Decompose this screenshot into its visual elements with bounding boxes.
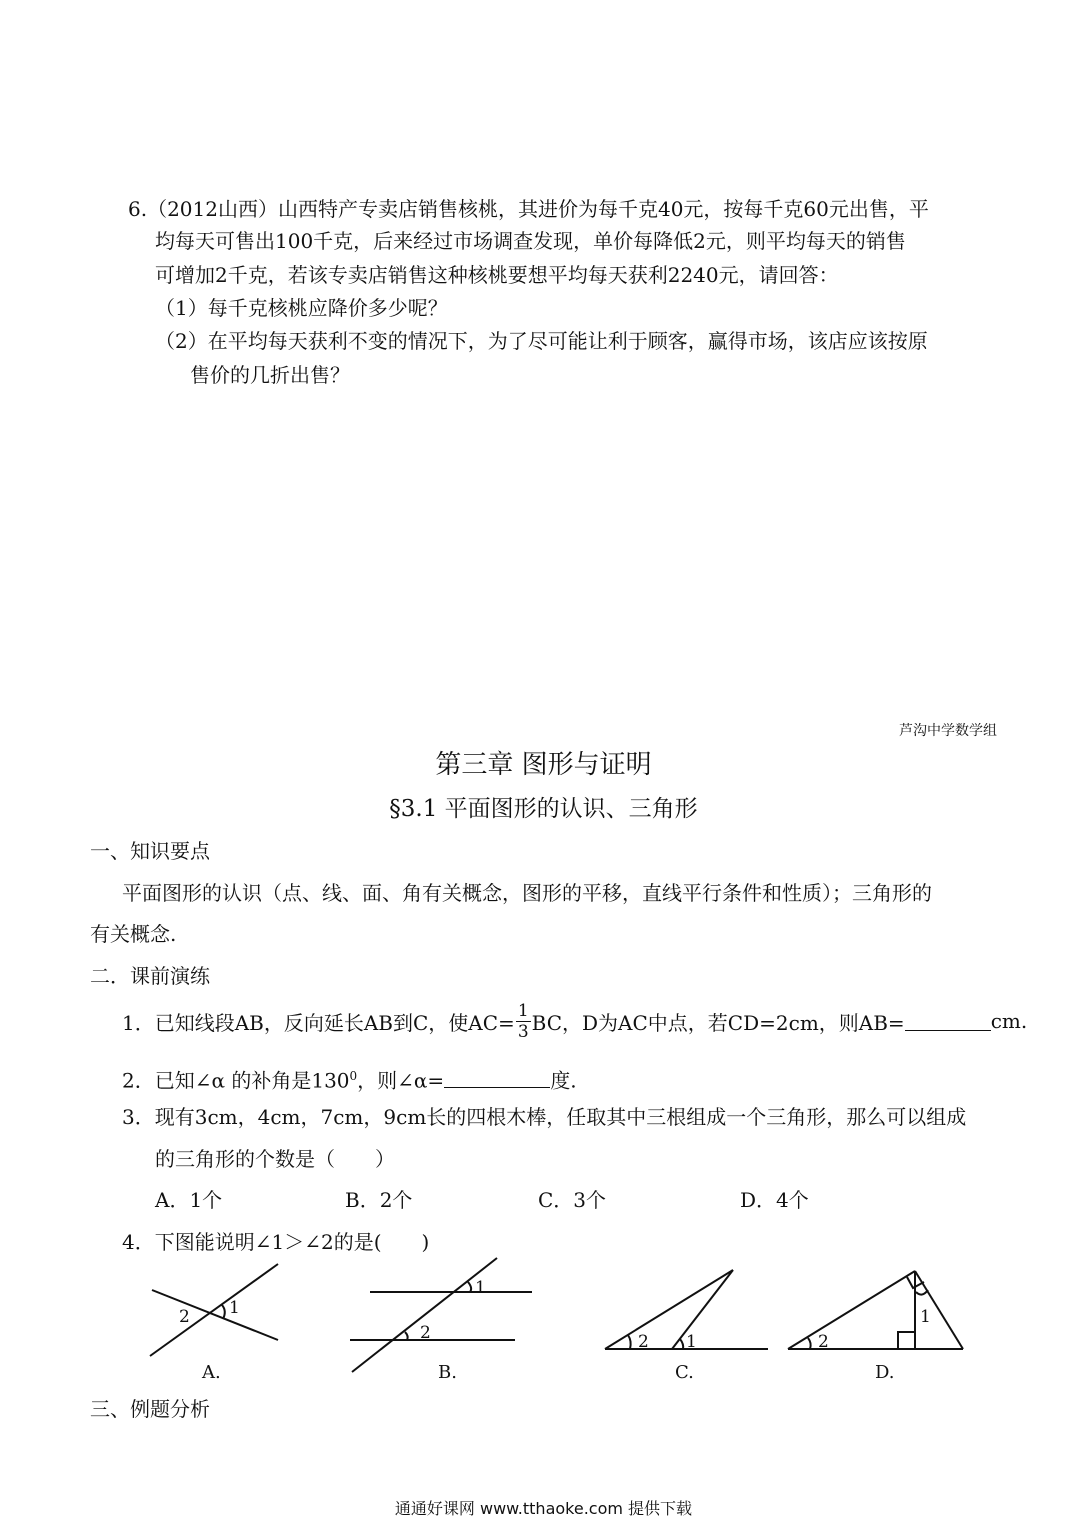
header-school-group: 芦沟中学数学组: [899, 723, 997, 739]
part1-text-line2: 有关概念.: [90, 922, 177, 946]
footer-download-note: 通通好课网 www.tthaoke.com 提供下载: [394, 1499, 693, 1518]
figure-a-angle-1: 1: [229, 1298, 240, 1318]
q3-option-b[interactable]: B．2个: [345, 1188, 413, 1212]
q3-line2: 的三角形的个数是（ ）: [155, 1147, 395, 1171]
figure-d-diagram: [788, 1271, 963, 1349]
figure-d-label: D.: [875, 1362, 895, 1383]
problem6-line1: 6.（2012山西）山西特产专卖店销售核桃，其进价为每千克40元，按每千克60元出售，平: [128, 197, 929, 221]
part3-heading: 三、例题分析: [90, 1397, 210, 1421]
problem6-sub2-line1: （2）在平均每天获利不变的情况下，为了尽可能让利于顾客，赢得市场，该店应该按原: [155, 329, 928, 353]
part1-text-line1: 平面图形的认识（点、线、面、角有关概念，图形的平移，直线平行条件和性质）；三角形的: [122, 881, 932, 905]
q2-text-post: 度.: [550, 1068, 577, 1093]
figure-b-angle-1: 1: [475, 1278, 486, 1298]
figure-a-label: A.: [202, 1362, 221, 1383]
figure-d-right-angle-base: [898, 1332, 915, 1349]
figure-b-transversal: [352, 1258, 497, 1372]
q3-option-a[interactable]: A．1个: [155, 1188, 223, 1212]
chapter-title: 第三章 图形与证明: [435, 750, 652, 780]
figure-b-label: B.: [438, 1362, 457, 1383]
figure-d-hypotenuse: [788, 1271, 915, 1349]
q3-option-d[interactable]: D．4个: [740, 1188, 809, 1212]
q2-text-mid: ，则∠α=: [357, 1068, 445, 1093]
q1-unit: cm.: [990, 1009, 1028, 1033]
figure-d-angle-2-arc: [808, 1338, 811, 1349]
figure-c-side-long: [605, 1270, 733, 1349]
figure-a-angle-2: 2: [179, 1307, 190, 1327]
q3-line1: 3．现有3cm，4cm，7cm，9cm长的四根木棒，任取其中三根组成一个三角形，那么可以组成: [122, 1105, 967, 1129]
figure-a-diagram: [150, 1264, 278, 1356]
figure-c-label: C.: [675, 1362, 694, 1383]
q1-text-post: BC，D为AC中点，若CD=2cm，则AB=: [531, 1010, 905, 1035]
figure-b-angle-2-arc: [405, 1332, 408, 1340]
q1-text-pre: 1．已知线段AB，反向延长AB到C，使AC=: [122, 1010, 515, 1035]
figure-c-angle-2-arc: [628, 1335, 631, 1349]
figure-d-angle-1: 1: [920, 1307, 931, 1327]
q4-stem: 4．下图能说明∠1＞∠2的是( ): [122, 1230, 430, 1254]
figure-c-angle-2: 2: [638, 1332, 649, 1352]
part1-heading: 一、知识要点: [90, 839, 210, 863]
q3-option-c[interactable]: C．3个: [538, 1188, 607, 1212]
figure-b-angle-2: 2: [420, 1323, 431, 1343]
section-title: §3.1 平面图形的认识、三角形: [389, 796, 698, 822]
figure-b-diagram: [350, 1258, 532, 1372]
figure-d-angle-2: 2: [818, 1332, 829, 1352]
problem6-sub1: （1）每千克核桃应降价多少呢？: [155, 296, 448, 320]
q2-text-pre: 2．已知∠α 的补角是130: [122, 1068, 350, 1093]
figure-b-angle-1-arc: [468, 1282, 471, 1292]
q1-frac-denominator: 3: [517, 1021, 529, 1042]
part2-heading: 二．课前演练: [90, 964, 210, 988]
figure-a-line-2: [152, 1290, 278, 1340]
figure-c-angle-1: 1: [686, 1332, 697, 1352]
problem6-line3: 可增加2千克，若该专卖店销售这种核桃要想平均每天获利2240元，请回答：: [155, 263, 839, 287]
q1-frac-numerator: 1: [517, 1000, 529, 1021]
figure-c-side-short: [672, 1270, 733, 1349]
figure-c-angle-1-arc: [680, 1339, 683, 1349]
figure-d-angle-1-arc: [916, 1290, 928, 1295]
figure-a-line-1: [150, 1264, 278, 1356]
q2-degree-sup: 0: [349, 1069, 358, 1083]
problem6-sub2-line2: 售价的几折出售？: [190, 363, 350, 387]
problem6-line2: 均每天可售出100千克，后来经过市场调查发现，单价每降低2元，则平均每天的销售: [155, 229, 906, 253]
